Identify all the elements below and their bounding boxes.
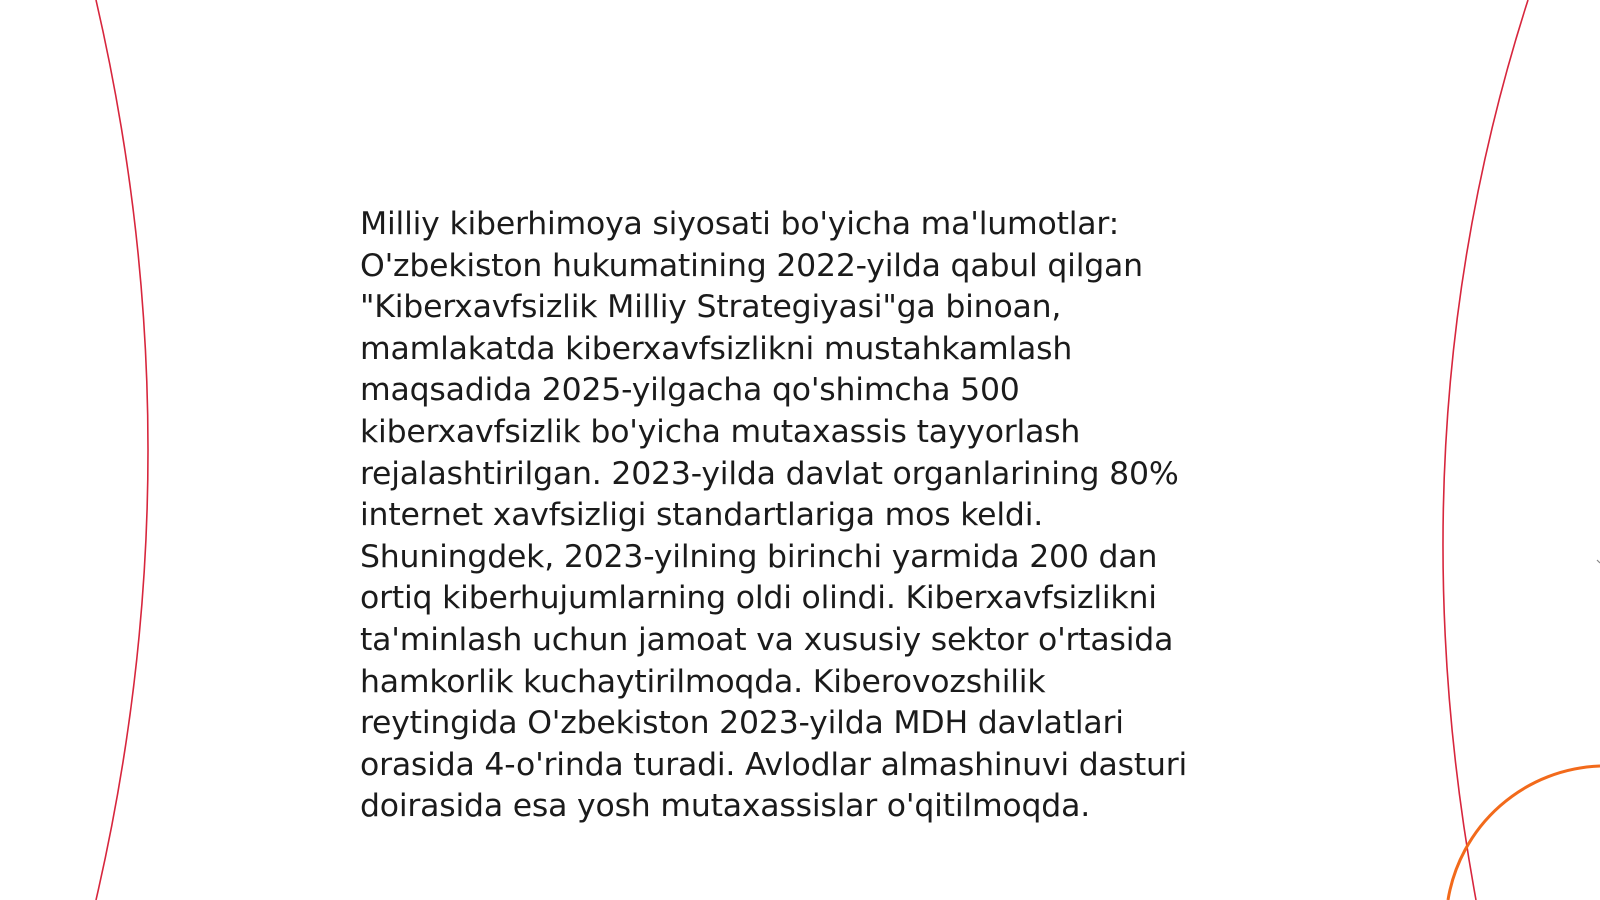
left-arc-line (96, 0, 148, 900)
body-paragraph: Milliy kiberhimoya siyosati bo'yicha ma'lumotlar: O'zbekiston hukumatining 2022-yilda qabul qilgan "Kiberxavfsizlik Milliy Strategiyasi"ga binoan, mamlakatda kiberxavfsizlikni mustahkamlash maqsadida 2025-yilgacha qo'shimcha 500 kiberxavfsizlik bo'yicha mutaxassis tayyorlash rejalashtirilgan. 2023-yilda davlat organlarining 80% internet xavfsizligi standartlariga mos keldi. Shuningdek, 2023-yilning birinchi yarmida 200 dan ortiq kiberhujumlarning oldi olindi. Kiberxavfsizlikni ta'minlash uchun jamoat va xususiy sektor o'rtasida hamkorlik kuchaytirilmoqda. Kiberovozshilik reytingida O'zbekiston 2023-yilda MDH davlatlari orasida 4-o'rinda turadi. Avlodlar almashinuvi dasturi doirasida esa yosh mutaxassislar o'qitilmoqda. (360, 206, 1188, 825)
bottom-right-orange-arc (1448, 766, 1600, 900)
right-arc-line (1443, 0, 1528, 900)
